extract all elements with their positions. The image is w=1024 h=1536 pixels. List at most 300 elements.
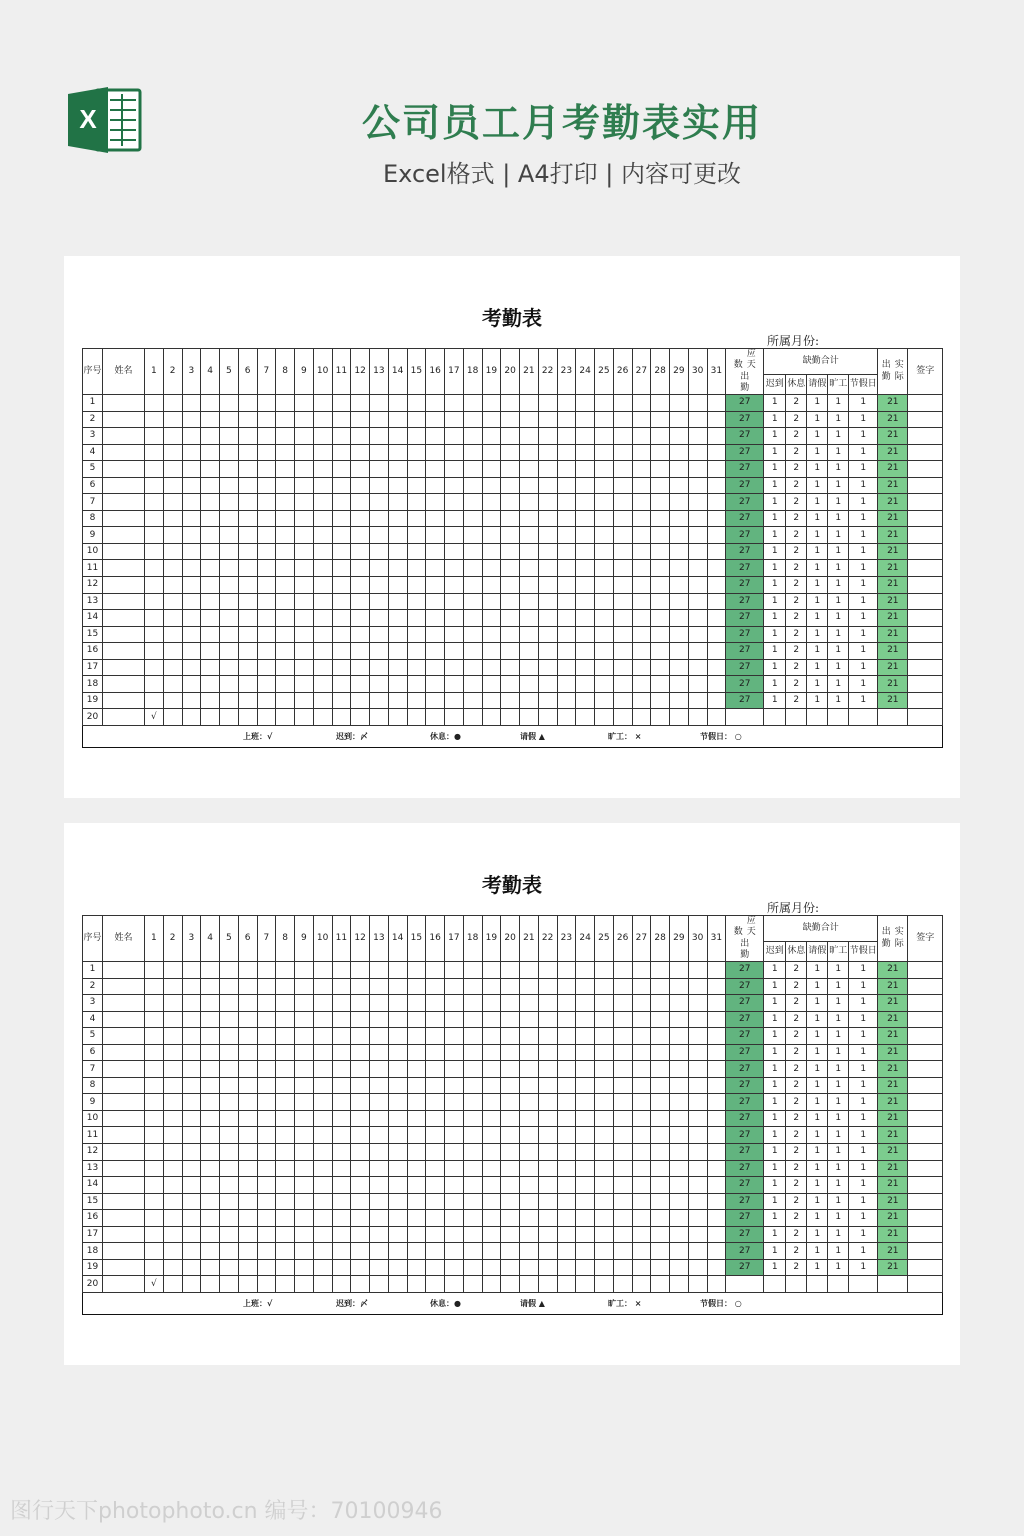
day-cell[interactable] bbox=[501, 1094, 520, 1111]
day-cell[interactable] bbox=[670, 494, 689, 511]
day-cell[interactable] bbox=[295, 962, 314, 979]
day-cell[interactable] bbox=[313, 626, 332, 643]
day-cell[interactable] bbox=[576, 1259, 595, 1276]
day-cell[interactable] bbox=[707, 428, 726, 445]
day-cell[interactable] bbox=[332, 1110, 351, 1127]
day-cell[interactable] bbox=[182, 643, 201, 660]
day-cell[interactable] bbox=[651, 626, 670, 643]
day-cell[interactable] bbox=[445, 1193, 464, 1210]
day-cell[interactable] bbox=[220, 560, 239, 577]
day-cell[interactable] bbox=[351, 428, 370, 445]
day-cell[interactable] bbox=[482, 1077, 501, 1094]
day-cell[interactable] bbox=[688, 477, 707, 494]
day-cell[interactable] bbox=[295, 593, 314, 610]
day-cell[interactable] bbox=[388, 1160, 407, 1177]
day-cell[interactable] bbox=[220, 676, 239, 693]
day-cell[interactable] bbox=[613, 610, 632, 627]
day-cell[interactable] bbox=[220, 978, 239, 995]
day-cell[interactable] bbox=[145, 1243, 164, 1260]
day-cell[interactable] bbox=[407, 1144, 426, 1161]
day-cell[interactable] bbox=[538, 543, 557, 560]
day-cell[interactable] bbox=[520, 962, 539, 979]
day-cell[interactable] bbox=[370, 1110, 389, 1127]
day-cell[interactable] bbox=[388, 1077, 407, 1094]
day-cell[interactable] bbox=[426, 1061, 445, 1078]
day-cell[interactable] bbox=[163, 995, 182, 1012]
day-cell[interactable] bbox=[313, 577, 332, 594]
day-cell[interactable] bbox=[182, 593, 201, 610]
day-cell[interactable] bbox=[351, 1061, 370, 1078]
day-cell[interactable] bbox=[276, 510, 295, 527]
day-cell[interactable] bbox=[145, 395, 164, 412]
day-cell[interactable] bbox=[557, 1077, 576, 1094]
day-cell[interactable] bbox=[501, 610, 520, 627]
day-cell[interactable] bbox=[520, 610, 539, 627]
day-cell[interactable] bbox=[276, 995, 295, 1012]
day-cell[interactable] bbox=[332, 659, 351, 676]
day-cell[interactable] bbox=[595, 1259, 614, 1276]
day-cell[interactable] bbox=[370, 527, 389, 544]
day-cell[interactable] bbox=[613, 626, 632, 643]
day-cell[interactable] bbox=[501, 560, 520, 577]
day-cell[interactable] bbox=[463, 1127, 482, 1144]
signature-cell[interactable] bbox=[908, 1177, 943, 1194]
day-cell[interactable] bbox=[313, 494, 332, 511]
day-cell[interactable] bbox=[445, 527, 464, 544]
day-cell[interactable] bbox=[313, 444, 332, 461]
day-cell[interactable] bbox=[557, 610, 576, 627]
day-cell[interactable] bbox=[201, 411, 220, 428]
day-cell[interactable] bbox=[407, 395, 426, 412]
day-cell[interactable] bbox=[163, 1226, 182, 1243]
day-cell[interactable] bbox=[538, 461, 557, 478]
day-cell[interactable] bbox=[445, 494, 464, 511]
day-cell[interactable] bbox=[463, 1061, 482, 1078]
day-cell[interactable] bbox=[257, 461, 276, 478]
name-cell[interactable] bbox=[103, 1193, 145, 1210]
day-cell[interactable] bbox=[313, 1127, 332, 1144]
day-cell[interactable] bbox=[538, 1276, 557, 1293]
day-cell[interactable] bbox=[595, 962, 614, 979]
day-cell[interactable] bbox=[463, 1077, 482, 1094]
day-cell[interactable] bbox=[407, 1011, 426, 1028]
day-cell[interactable] bbox=[445, 461, 464, 478]
day-cell[interactable] bbox=[257, 395, 276, 412]
day-cell[interactable] bbox=[557, 1160, 576, 1177]
day-cell[interactable] bbox=[520, 461, 539, 478]
day-cell[interactable] bbox=[520, 1011, 539, 1028]
day-cell[interactable] bbox=[520, 995, 539, 1012]
day-cell[interactable] bbox=[632, 1061, 651, 1078]
day-cell[interactable] bbox=[388, 1243, 407, 1260]
day-cell[interactable] bbox=[670, 560, 689, 577]
name-cell[interactable] bbox=[103, 577, 145, 594]
day-cell[interactable] bbox=[595, 593, 614, 610]
day-cell[interactable] bbox=[276, 676, 295, 693]
day-cell[interactable] bbox=[670, 1210, 689, 1227]
day-cell[interactable] bbox=[595, 1210, 614, 1227]
day-cell[interactable] bbox=[445, 995, 464, 1012]
day-cell[interactable] bbox=[407, 461, 426, 478]
day-cell[interactable] bbox=[651, 692, 670, 709]
day-cell[interactable] bbox=[388, 1127, 407, 1144]
day-cell[interactable] bbox=[632, 1127, 651, 1144]
day-cell[interactable] bbox=[688, 1028, 707, 1045]
day-cell[interactable] bbox=[538, 643, 557, 660]
day-cell[interactable] bbox=[295, 560, 314, 577]
day-cell[interactable] bbox=[145, 1028, 164, 1045]
name-cell[interactable] bbox=[103, 1077, 145, 1094]
day-cell[interactable] bbox=[538, 1061, 557, 1078]
day-cell[interactable] bbox=[238, 1011, 257, 1028]
day-cell[interactable] bbox=[576, 995, 595, 1012]
day-cell[interactable] bbox=[595, 1077, 614, 1094]
day-cell[interactable] bbox=[651, 1127, 670, 1144]
day-cell[interactable] bbox=[557, 643, 576, 660]
day-cell[interactable] bbox=[407, 477, 426, 494]
day-cell[interactable] bbox=[313, 995, 332, 1012]
day-cell[interactable] bbox=[520, 1210, 539, 1227]
day-cell[interactable] bbox=[576, 577, 595, 594]
day-cell[interactable] bbox=[426, 560, 445, 577]
signature-cell[interactable] bbox=[908, 395, 943, 412]
day-cell[interactable] bbox=[238, 428, 257, 445]
day-cell[interactable] bbox=[407, 1077, 426, 1094]
day-cell[interactable] bbox=[313, 1226, 332, 1243]
day-cell[interactable] bbox=[520, 527, 539, 544]
day-cell[interactable] bbox=[220, 1276, 239, 1293]
day-cell[interactable] bbox=[220, 626, 239, 643]
day-cell[interactable] bbox=[670, 1144, 689, 1161]
day-cell[interactable] bbox=[182, 1044, 201, 1061]
day-cell[interactable] bbox=[651, 1276, 670, 1293]
day-cell[interactable] bbox=[295, 626, 314, 643]
day-cell[interactable] bbox=[295, 1028, 314, 1045]
day-cell[interactable] bbox=[520, 709, 539, 726]
name-cell[interactable] bbox=[103, 1144, 145, 1161]
day-cell[interactable] bbox=[445, 709, 464, 726]
day-cell[interactable] bbox=[613, 444, 632, 461]
day-cell[interactable] bbox=[163, 610, 182, 627]
day-cell[interactable] bbox=[163, 428, 182, 445]
day-cell[interactable] bbox=[257, 1011, 276, 1028]
day-cell[interactable] bbox=[257, 444, 276, 461]
day-cell[interactable] bbox=[351, 560, 370, 577]
day-cell[interactable] bbox=[238, 1061, 257, 1078]
day-cell[interactable] bbox=[595, 461, 614, 478]
day-cell[interactable] bbox=[163, 626, 182, 643]
day-cell[interactable] bbox=[538, 1243, 557, 1260]
day-cell[interactable] bbox=[426, 1144, 445, 1161]
day-cell[interactable] bbox=[651, 1259, 670, 1276]
signature-cell[interactable] bbox=[908, 461, 943, 478]
signature-cell[interactable] bbox=[908, 1144, 943, 1161]
day-cell[interactable] bbox=[276, 962, 295, 979]
name-cell[interactable] bbox=[103, 1259, 145, 1276]
signature-cell[interactable] bbox=[908, 978, 943, 995]
day-cell[interactable] bbox=[670, 1243, 689, 1260]
day-cell[interactable] bbox=[370, 659, 389, 676]
day-cell[interactable] bbox=[463, 527, 482, 544]
day-cell[interactable] bbox=[613, 1127, 632, 1144]
signature-cell[interactable] bbox=[908, 1110, 943, 1127]
day-cell[interactable] bbox=[595, 995, 614, 1012]
day-cell[interactable] bbox=[313, 428, 332, 445]
day-cell[interactable] bbox=[670, 477, 689, 494]
day-cell[interactable] bbox=[557, 692, 576, 709]
day-cell[interactable] bbox=[445, 610, 464, 627]
day-cell[interactable] bbox=[595, 709, 614, 726]
signature-cell[interactable] bbox=[908, 560, 943, 577]
day-cell[interactable] bbox=[182, 978, 201, 995]
day-cell[interactable] bbox=[557, 428, 576, 445]
day-cell[interactable] bbox=[688, 709, 707, 726]
day-cell[interactable] bbox=[445, 560, 464, 577]
day-cell[interactable] bbox=[351, 643, 370, 660]
day-cell[interactable] bbox=[445, 1210, 464, 1227]
day-cell[interactable] bbox=[538, 610, 557, 627]
day-cell[interactable] bbox=[388, 1094, 407, 1111]
day-cell[interactable] bbox=[388, 527, 407, 544]
day-cell[interactable] bbox=[632, 1110, 651, 1127]
day-cell[interactable] bbox=[276, 1193, 295, 1210]
day-cell[interactable] bbox=[257, 978, 276, 995]
day-cell[interactable] bbox=[707, 1193, 726, 1210]
day-cell[interactable] bbox=[163, 1044, 182, 1061]
day-cell[interactable] bbox=[407, 577, 426, 594]
day-cell[interactable] bbox=[182, 1226, 201, 1243]
day-cell[interactable] bbox=[520, 1094, 539, 1111]
day-cell[interactable] bbox=[520, 1226, 539, 1243]
day-cell[interactable] bbox=[182, 1094, 201, 1111]
day-cell[interactable] bbox=[707, 1127, 726, 1144]
day-cell[interactable] bbox=[351, 659, 370, 676]
day-cell[interactable] bbox=[707, 1243, 726, 1260]
day-cell[interactable] bbox=[351, 1276, 370, 1293]
day-cell[interactable] bbox=[201, 709, 220, 726]
day-cell[interactable] bbox=[707, 461, 726, 478]
day-cell[interactable] bbox=[576, 659, 595, 676]
day-cell[interactable] bbox=[482, 978, 501, 995]
day-cell[interactable] bbox=[426, 1226, 445, 1243]
day-cell[interactable] bbox=[426, 428, 445, 445]
day-cell[interactable] bbox=[257, 1276, 276, 1293]
day-cell[interactable] bbox=[295, 1011, 314, 1028]
day-cell[interactable] bbox=[463, 1177, 482, 1194]
day-cell[interactable] bbox=[688, 1144, 707, 1161]
name-cell[interactable] bbox=[103, 1160, 145, 1177]
day-cell[interactable] bbox=[370, 444, 389, 461]
day-cell[interactable] bbox=[351, 395, 370, 412]
day-cell[interactable] bbox=[145, 1226, 164, 1243]
day-cell[interactable] bbox=[613, 560, 632, 577]
day-cell[interactable] bbox=[426, 709, 445, 726]
day-cell[interactable] bbox=[163, 1061, 182, 1078]
day-cell[interactable] bbox=[220, 1259, 239, 1276]
day-cell[interactable] bbox=[313, 560, 332, 577]
day-cell[interactable] bbox=[445, 962, 464, 979]
day-cell[interactable] bbox=[313, 527, 332, 544]
day-cell[interactable] bbox=[426, 477, 445, 494]
day-cell[interactable] bbox=[501, 411, 520, 428]
day-cell[interactable] bbox=[163, 577, 182, 594]
day-cell[interactable] bbox=[313, 1110, 332, 1127]
day-cell[interactable] bbox=[538, 978, 557, 995]
day-cell[interactable] bbox=[670, 1127, 689, 1144]
day-cell[interactable] bbox=[238, 692, 257, 709]
day-cell[interactable] bbox=[295, 1193, 314, 1210]
day-cell[interactable] bbox=[332, 1177, 351, 1194]
day-cell[interactable] bbox=[163, 1160, 182, 1177]
day-cell[interactable] bbox=[670, 510, 689, 527]
day-cell[interactable] bbox=[632, 1193, 651, 1210]
day-cell[interactable] bbox=[370, 461, 389, 478]
day-cell[interactable] bbox=[445, 659, 464, 676]
day-cell[interactable] bbox=[182, 494, 201, 511]
day-cell[interactable] bbox=[576, 593, 595, 610]
day-cell[interactable] bbox=[388, 1061, 407, 1078]
day-cell[interactable] bbox=[482, 692, 501, 709]
day-cell[interactable] bbox=[182, 995, 201, 1012]
day-cell[interactable] bbox=[707, 1210, 726, 1227]
day-cell[interactable] bbox=[632, 1011, 651, 1028]
day-cell[interactable] bbox=[313, 709, 332, 726]
day-cell[interactable] bbox=[182, 1061, 201, 1078]
day-cell[interactable] bbox=[370, 1160, 389, 1177]
day-cell[interactable] bbox=[707, 1144, 726, 1161]
day-cell[interactable] bbox=[163, 1259, 182, 1276]
day-cell[interactable] bbox=[220, 1094, 239, 1111]
day-cell[interactable] bbox=[182, 395, 201, 412]
day-cell[interactable] bbox=[332, 676, 351, 693]
day-cell[interactable] bbox=[201, 1210, 220, 1227]
day-cell[interactable] bbox=[670, 577, 689, 594]
day-cell[interactable] bbox=[595, 527, 614, 544]
day-cell[interactable] bbox=[257, 477, 276, 494]
day-cell[interactable] bbox=[295, 610, 314, 627]
day-cell[interactable] bbox=[632, 428, 651, 445]
day-cell[interactable] bbox=[632, 1259, 651, 1276]
day-cell[interactable] bbox=[220, 1226, 239, 1243]
day-cell[interactable] bbox=[463, 610, 482, 627]
day-cell[interactable] bbox=[463, 411, 482, 428]
day-cell[interactable] bbox=[688, 395, 707, 412]
day-cell[interactable] bbox=[576, 428, 595, 445]
day-cell[interactable] bbox=[557, 709, 576, 726]
day-cell[interactable] bbox=[201, 444, 220, 461]
day-cell[interactable] bbox=[557, 978, 576, 995]
day-cell[interactable] bbox=[557, 510, 576, 527]
day-cell[interactable] bbox=[482, 1226, 501, 1243]
signature-cell[interactable] bbox=[908, 1094, 943, 1111]
day-cell[interactable] bbox=[670, 593, 689, 610]
day-cell[interactable] bbox=[501, 1210, 520, 1227]
day-cell[interactable] bbox=[295, 1044, 314, 1061]
day-cell[interactable] bbox=[595, 560, 614, 577]
day-cell[interactable] bbox=[613, 1110, 632, 1127]
day-cell[interactable] bbox=[220, 477, 239, 494]
signature-cell[interactable] bbox=[908, 444, 943, 461]
day-cell[interactable] bbox=[688, 1011, 707, 1028]
day-cell[interactable] bbox=[707, 1160, 726, 1177]
signature-cell[interactable] bbox=[908, 510, 943, 527]
day-cell[interactable] bbox=[557, 962, 576, 979]
day-cell[interactable] bbox=[332, 643, 351, 660]
signature-cell[interactable] bbox=[908, 1193, 943, 1210]
day-cell[interactable] bbox=[688, 1127, 707, 1144]
day-cell[interactable] bbox=[520, 395, 539, 412]
name-cell[interactable] bbox=[103, 692, 145, 709]
day-cell[interactable] bbox=[707, 1259, 726, 1276]
day-cell[interactable] bbox=[238, 1226, 257, 1243]
day-cell[interactable] bbox=[407, 510, 426, 527]
day-cell[interactable] bbox=[295, 1276, 314, 1293]
day-cell[interactable] bbox=[351, 593, 370, 610]
day-cell[interactable] bbox=[257, 1061, 276, 1078]
day-cell[interactable] bbox=[463, 1110, 482, 1127]
day-cell[interactable] bbox=[145, 659, 164, 676]
day-cell[interactable] bbox=[238, 1110, 257, 1127]
day-cell[interactable] bbox=[651, 395, 670, 412]
day-cell[interactable] bbox=[220, 962, 239, 979]
day-cell[interactable] bbox=[520, 978, 539, 995]
day-cell[interactable] bbox=[463, 1276, 482, 1293]
name-cell[interactable] bbox=[103, 1094, 145, 1111]
day-cell[interactable] bbox=[238, 1177, 257, 1194]
day-cell[interactable] bbox=[201, 1044, 220, 1061]
day-cell[interactable] bbox=[426, 510, 445, 527]
day-cell[interactable] bbox=[407, 692, 426, 709]
day-cell[interactable] bbox=[145, 1011, 164, 1028]
day-cell[interactable] bbox=[163, 1127, 182, 1144]
day-cell[interactable] bbox=[276, 428, 295, 445]
day-cell[interactable] bbox=[670, 1061, 689, 1078]
day-cell[interactable] bbox=[613, 659, 632, 676]
day-cell[interactable] bbox=[351, 1243, 370, 1260]
signature-cell[interactable] bbox=[908, 477, 943, 494]
day-cell[interactable] bbox=[332, 461, 351, 478]
day-cell[interactable] bbox=[613, 411, 632, 428]
day-cell[interactable] bbox=[595, 1028, 614, 1045]
day-cell[interactable] bbox=[688, 543, 707, 560]
day-cell[interactable] bbox=[632, 1094, 651, 1111]
day-cell[interactable] bbox=[595, 444, 614, 461]
day-cell[interactable] bbox=[370, 560, 389, 577]
day-cell[interactable] bbox=[538, 395, 557, 412]
day-cell[interactable] bbox=[463, 643, 482, 660]
day-cell[interactable] bbox=[407, 610, 426, 627]
name-cell[interactable] bbox=[103, 676, 145, 693]
day-cell[interactable] bbox=[557, 461, 576, 478]
day-cell[interactable] bbox=[482, 560, 501, 577]
day-cell[interactable] bbox=[332, 510, 351, 527]
day-cell[interactable] bbox=[276, 1243, 295, 1260]
day-cell[interactable] bbox=[426, 1127, 445, 1144]
day-cell[interactable] bbox=[182, 1077, 201, 1094]
day-cell[interactable] bbox=[238, 395, 257, 412]
day-cell[interactable] bbox=[482, 577, 501, 594]
day-cell[interactable] bbox=[351, 477, 370, 494]
name-cell[interactable] bbox=[103, 543, 145, 560]
day-cell[interactable] bbox=[595, 692, 614, 709]
day-cell[interactable] bbox=[182, 610, 201, 627]
day-cell[interactable] bbox=[257, 610, 276, 627]
day-cell[interactable] bbox=[501, 995, 520, 1012]
day-cell[interactable] bbox=[520, 560, 539, 577]
day-cell[interactable] bbox=[182, 1144, 201, 1161]
day-cell[interactable] bbox=[538, 1259, 557, 1276]
day-cell[interactable] bbox=[613, 1144, 632, 1161]
